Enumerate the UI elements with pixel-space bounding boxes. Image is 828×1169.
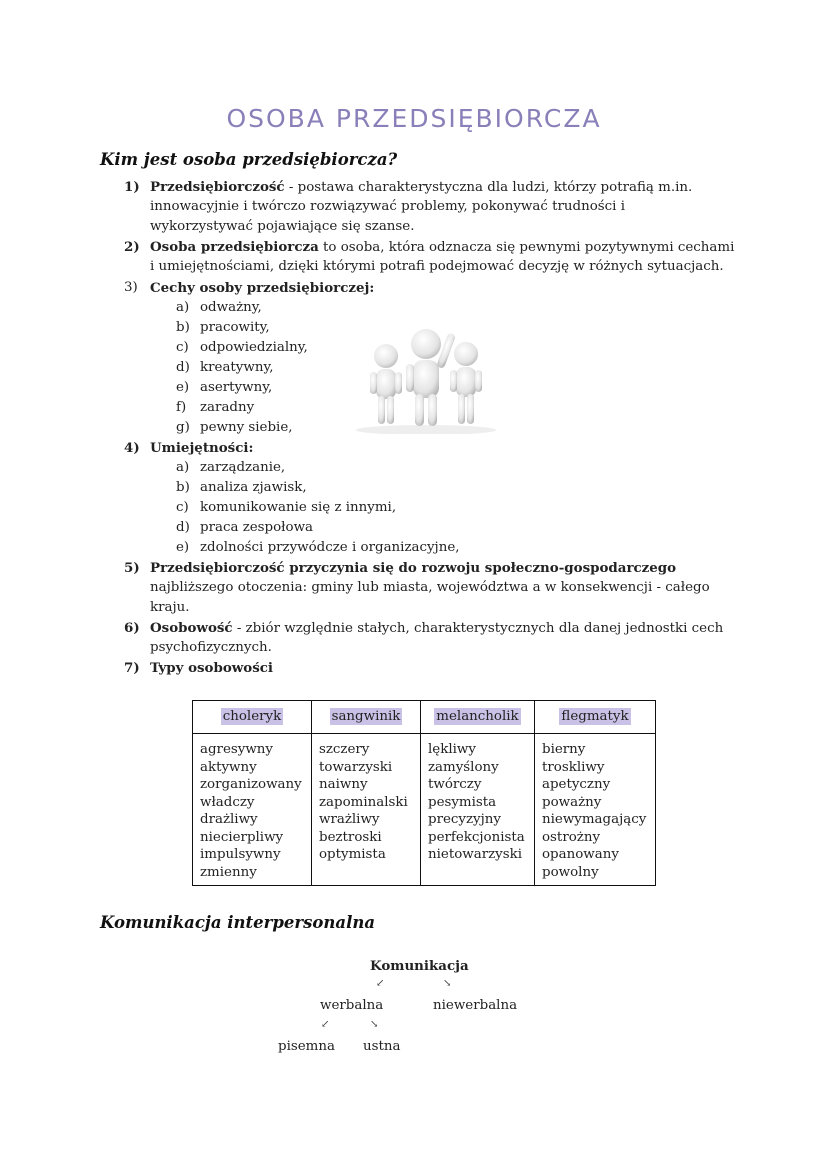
list-number: 7)	[124, 660, 140, 676]
list-item: c) komunikowanie się z innymi,	[176, 500, 397, 515]
definition-line: kraju.	[150, 600, 190, 615]
section-heading-entrepreneur: Kim jest osoba przedsiębiorcza?	[100, 150, 398, 169]
list-number: 5)	[124, 560, 140, 576]
table-header: choleryk	[193, 701, 312, 734]
definition-line: Osobowość - zbiór względnie stałych, charakterystycznych dla danej jednostki cech	[150, 620, 724, 636]
list-item: d) kreatywny,	[176, 360, 274, 375]
definition-line	[150, 237, 734, 258]
table-cell: lękliwy zamyślony twórczy pesymista precyzyjny perfekcjonista nietowarzyski	[421, 734, 535, 886]
table-header: sangwinik	[312, 701, 421, 734]
arrow-down-left-icon: ↙	[321, 1019, 330, 1030]
table-header: melancholik	[421, 701, 535, 734]
list-item: c) odpowiedzialny,	[176, 340, 308, 355]
definition-line: Przedsiębiorczość przyczynia się do rozwoju społeczno-gospodarczego	[150, 560, 677, 576]
personality-types-table	[192, 700, 656, 886]
table-cell: agresywny aktywny zorganizowany władczy drażliwy niecierpliwy impulsywny zmienny	[193, 734, 312, 886]
definition-text: - postawa charakterystyczna dla ludzi, którzy potrafią m.in.	[284, 180, 693, 195]
list-item: b) pracowity,	[176, 320, 270, 335]
table-row	[193, 734, 656, 886]
list-number: 6)	[124, 620, 140, 636]
term: Przedsiębiorczość	[150, 179, 285, 195]
diagram-root: Komunikacja	[370, 958, 469, 974]
subheading: Cechy osoby przedsiębiorczej:	[150, 280, 375, 296]
list-item: b) analiza zjawisk,	[176, 480, 307, 495]
table-cell: bierny troskliwy apetyczny poważny niewymagający ostrożny opanowany powolny	[535, 734, 656, 886]
definition-line: wykorzystywać pojawiające się szanse.	[150, 219, 415, 234]
section-heading-communication: Komunikacja interpersonalna	[100, 913, 376, 932]
diagram-node-verbal: werbalna	[320, 998, 384, 1013]
term: Osoba przedsiębiorcza	[150, 239, 319, 255]
list-item: e) zdolności przywódcze i organizacyjne,	[176, 540, 460, 555]
list-item: g) pewny siebie,	[176, 420, 293, 435]
arrow-down-left-icon: ↙	[376, 978, 385, 989]
list-item: a) odważny,	[176, 300, 262, 315]
table-header: flegmatyk	[535, 701, 656, 734]
people-illustration	[350, 322, 502, 434]
definition-line: innowacyjnie i twórczo rozwiązywać problemy, pokonywać trudności i	[150, 199, 625, 214]
list-number: 3)	[124, 280, 138, 295]
diagram-node-written: pisemna	[278, 1039, 335, 1054]
arrow-down-right-icon: ↘	[370, 1019, 379, 1030]
list-item: a) zarządzanie,	[176, 460, 286, 475]
diagram-node-nonverbal: niewerbalna	[433, 998, 518, 1013]
table-header-row	[193, 701, 656, 734]
subheading: Typy osobowości	[150, 660, 274, 676]
definition-line: i umiejętnościami, dzięki którymi potrafi podejmować decyzję w różnych sytuacjach.	[150, 259, 724, 274]
list-number: 2)	[124, 239, 140, 255]
list-item: f) zaradny	[176, 400, 255, 415]
list-item: e) asertywny,	[176, 380, 273, 395]
definition-line	[150, 177, 692, 198]
list-item: d) praca zespołowa	[176, 520, 314, 535]
list-number: 1)	[124, 179, 140, 195]
list-number: 4)	[124, 440, 140, 456]
arrow-down-right-icon: ↘	[443, 978, 452, 989]
subheading: Umiejętności:	[150, 440, 254, 456]
page-title: OSOBA PRZEDSIĘBIORCZA	[226, 104, 602, 133]
definition-line: najbliższego otoczenia: gminy lub miasta, województwa a w konsekwencji - całego	[150, 580, 710, 595]
diagram-node-oral: ustna	[363, 1039, 401, 1054]
table-cell: szczery towarzyski naiwny zapominalski wrażliwy beztroski optymista	[312, 734, 421, 886]
definition-line: psychofizycznych.	[150, 640, 272, 655]
definition-text: to osoba, która odznacza się pewnymi pozytywnymi cechami	[318, 240, 735, 255]
